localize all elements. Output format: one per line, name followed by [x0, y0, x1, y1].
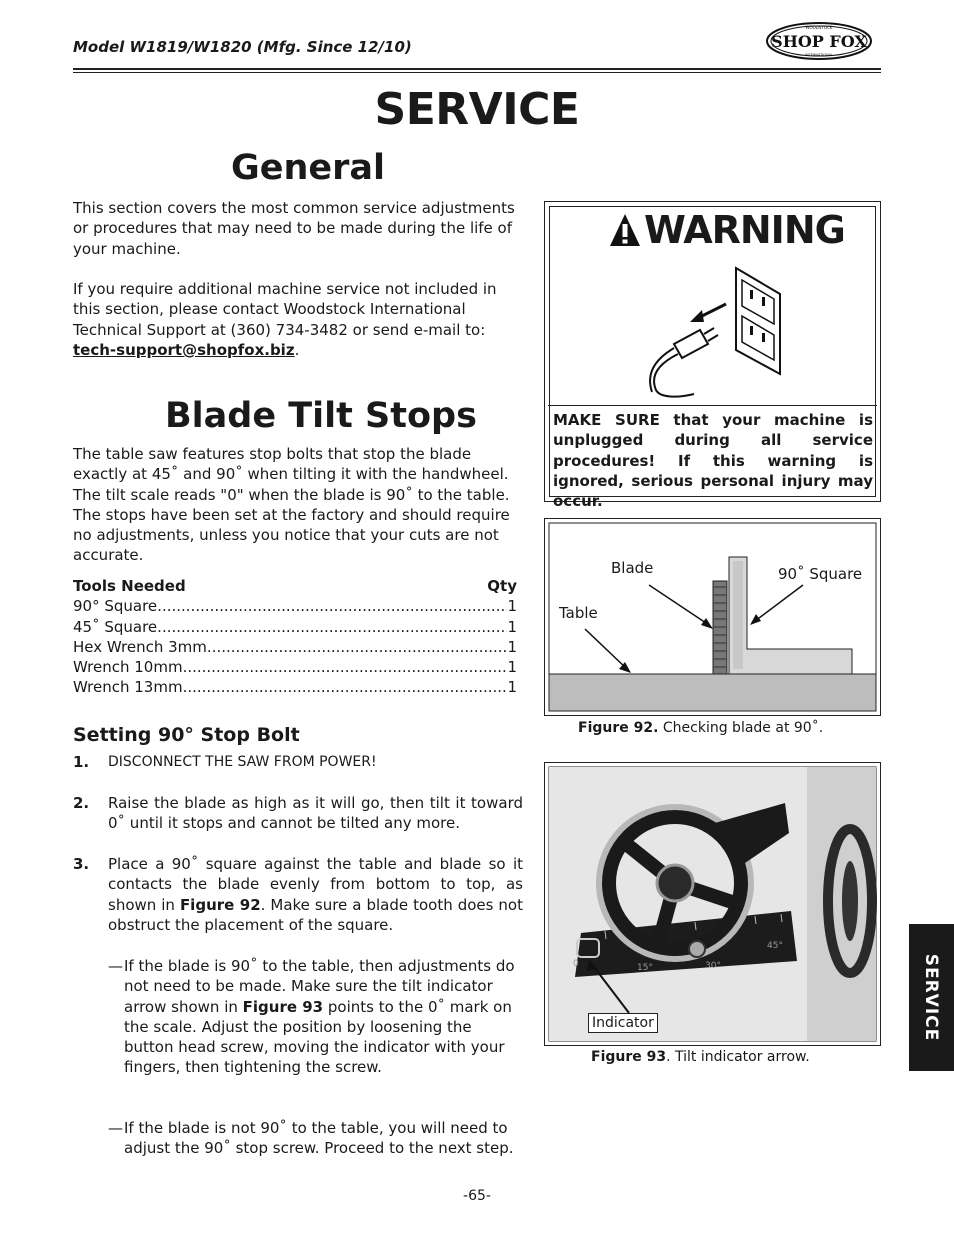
tool-row: [73, 637, 517, 657]
figure-93-caption: [591, 1049, 810, 1065]
tool-row: [73, 596, 517, 616]
step-text: DISCONNECT THE SAW FROM POWER!: [108, 754, 377, 770]
caption-label: Figure 93: [591, 1049, 667, 1065]
dash-symbol: —: [108, 1119, 123, 1137]
label-indicator: Indicator: [588, 1013, 658, 1033]
page-title: SERVICE: [374, 84, 580, 135]
general-heading: General: [231, 148, 385, 188]
dash-text: [124, 956, 518, 1078]
caption-text: . Tilt indicator arrow.: [666, 1049, 810, 1065]
dash-text-part: If the blade is 90˚ to the table, then adjustments do not need to be made. Make sure the tilt indicator arrow shown in: [124, 957, 515, 1016]
label-table: Table: [559, 604, 598, 622]
tool-qty: 1: [507, 678, 517, 697]
step-number: 2.: [73, 794, 90, 812]
leader-dots: [207, 637, 508, 657]
section-tab: [909, 924, 954, 1071]
scale-label-45: 45°: [767, 941, 783, 951]
tools-list: [73, 576, 517, 698]
step-text: [108, 854, 523, 935]
step-text: Raise the blade as high as it will go, then tilt it toward 0˚ until it stops and cannot be tilted any more.: [108, 794, 523, 833]
general-para1: This section covers the most common service adjustments or procedures that may need to be made during the life of your machine.: [73, 199, 515, 258]
dash-symbol: —: [108, 957, 123, 975]
tool-name: Hex Wrench 3mm: [73, 637, 207, 656]
scale-label-30: 30°: [705, 961, 721, 971]
tool-name: Wrench 10mm: [73, 658, 183, 677]
figure-93: [544, 762, 881, 1046]
warning-text: MAKE SURE that your machine is unplugged during all service procedures! If this warning is ignored, serious personal injury may occur.: [553, 411, 873, 511]
warning-triangle-icon: [608, 212, 642, 252]
svg-text:INTERNATIONAL: INTERNATIONAL: [804, 53, 834, 57]
step-1: [73, 752, 523, 772]
tool-name: Wrench 13mm: [73, 678, 183, 697]
step-3: [73, 854, 523, 935]
step-number: 1.: [73, 753, 90, 771]
support-email-link[interactable]: tech-support@shopfox.biz: [73, 340, 295, 359]
figure-reference: Figure 93: [242, 997, 324, 1016]
general-para2-end: .: [294, 340, 300, 359]
tool-row: [73, 677, 517, 697]
shop-fox-logo: [765, 20, 873, 62]
figure-92-caption: [578, 720, 823, 736]
dash-text-part: points to the 0˚ mark on the scale. Adjust the position by loosening the button head screw, moving the indicator with your fingers, then tightening the screw.: [124, 997, 512, 1077]
tool-name: 90° Square: [73, 597, 158, 616]
general-para2-text: If you require additional machine service not included in this section, please contact Woodstock International Technical Support at (360) 734-3482 or send e-mail to:: [73, 280, 497, 339]
leader-dots: [157, 617, 507, 637]
warning-title: WARNING: [644, 208, 845, 252]
tool-row: [73, 657, 517, 677]
step-number: 3.: [73, 855, 90, 873]
tool-qty: 1: [507, 658, 517, 677]
figure-92: [544, 518, 881, 716]
tools-header: Tools Needed: [73, 577, 186, 595]
leader-dots: [157, 596, 507, 616]
caption-label: Figure 92.: [578, 720, 659, 736]
leader-dots: [183, 677, 508, 697]
dash-text: If the blade is not 90˚ to the table, you will need to adjust the 90˚ stop screw. Proceed to the next step.: [124, 1119, 514, 1158]
figure-reference: Figure 92: [179, 895, 261, 914]
setting-heading: Setting 90° Stop Bolt: [73, 724, 300, 746]
section-tab-label: SERVICE: [921, 953, 942, 1042]
tools-header-row: [73, 576, 517, 596]
header-rule: [73, 68, 881, 70]
dash-item-1: [108, 956, 518, 1078]
page-number: -65-: [463, 1188, 491, 1204]
tool-qty: 1: [507, 617, 517, 636]
label-blade: Blade: [611, 559, 654, 577]
svg-text:WOODSTOCK: WOODSTOCK: [805, 25, 833, 30]
header-rule-thin: [73, 72, 881, 73]
tool-qty: 1: [507, 637, 517, 656]
model-header: Model W1819/W1820 (Mfg. Since 12/10): [73, 38, 412, 56]
tool-qty: 1: [507, 597, 517, 616]
leader-dots: [183, 657, 508, 677]
scale-label-15: 15°: [637, 963, 653, 973]
qty-header: Qty: [487, 577, 517, 595]
scale-label-0: 0: [573, 959, 579, 969]
tool-row: [73, 617, 517, 637]
caption-text: Checking blade at 90˚.: [658, 720, 824, 736]
step-text-part: Place a 90˚ square against the table and blade so it contacts the blade evenly from bottom to top, as shown in: [108, 855, 523, 914]
step-2: [73, 793, 523, 834]
tilt-handwheel-photo: [545, 763, 880, 1045]
warning-divider: [548, 405, 877, 406]
tool-name: 45˚ Square: [73, 617, 158, 636]
svg-text:SHOP FOX: SHOP FOX: [771, 32, 867, 51]
unplug-icon: [648, 264, 788, 406]
general-para2: [73, 279, 503, 360]
label-square: 90˚ Square: [778, 565, 863, 583]
blade-tilt-heading: Blade Tilt Stops: [165, 396, 477, 436]
dash-item-2: [108, 1118, 518, 1159]
blade-tilt-intro: The table saw features stop bolts that stop the blade exactly at 45˚ and 90˚ when tilting it with the handwheel. The tilt scale reads "0" when the blade is 90˚ to the table. The stops have been set at the factory and should require no adjustments, unless you notice that your cuts are not accurate.: [73, 445, 510, 565]
step-text-part: . Make sure a blade tooth does not obstruct the placement of the square.: [108, 895, 523, 934]
